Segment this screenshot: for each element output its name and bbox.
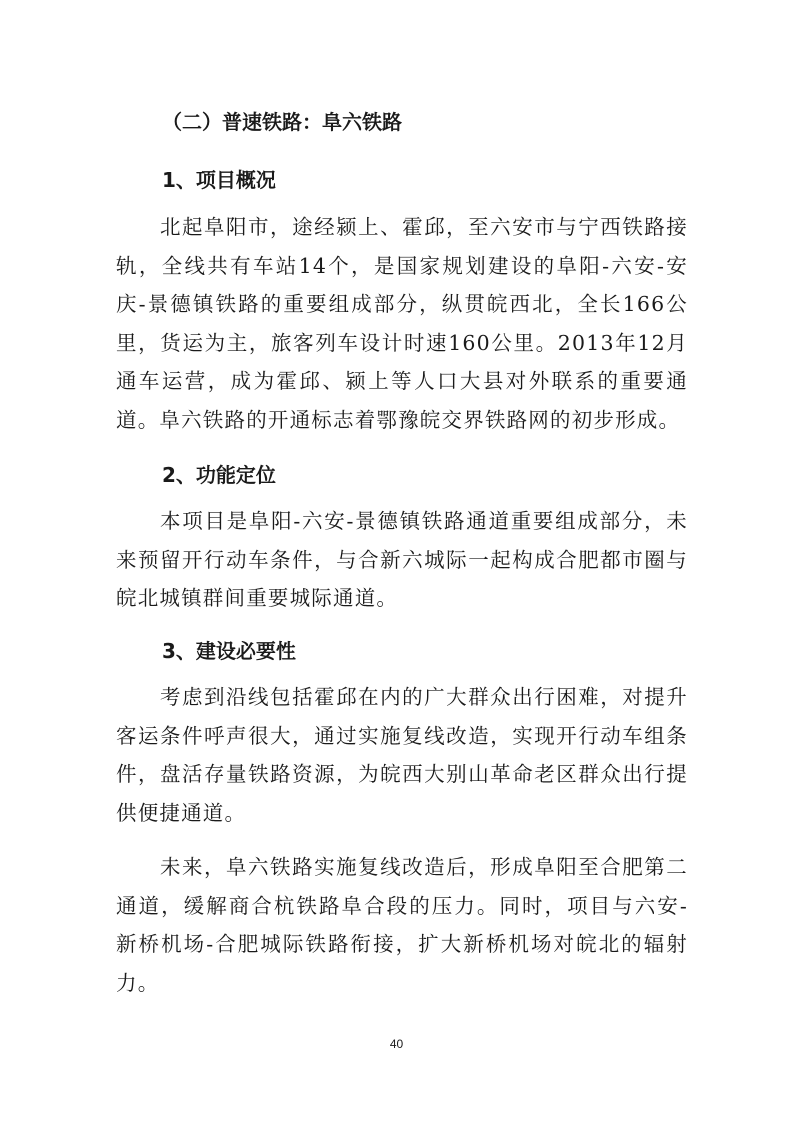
necessity-paragraph-2: 未来，阜六铁路实施复线改造后，形成阜阳至合肥第二通道，缓解商合杭铁路阜合段的压力。同时，项目与六安-新桥机场-合肥城际铁路衔接，扩大新桥机场对皖北的辐射力。 (116, 855, 688, 995)
section-title: （二）普速铁路：阜六铁路 (162, 110, 402, 134)
overview-heading: 1、项目概况 (162, 168, 276, 192)
page-number: 40 (389, 1037, 404, 1051)
necessity-heading: 3、建设必要性 (162, 639, 296, 663)
positioning-paragraph: 本项目是阜阳-六安-景德镇铁路通道重要组成部分，未来预留开行动车条件，与合新六城际一起构成合肥都市圈与皖北城镇群间重要城际通道。 (116, 509, 688, 610)
necessity-paragraph-1: 考虑到沿线包括霍邱在内的广大群众出行困难，对提升客运条件呼声很大，通过实施复线改造，实现开行动车组条件，盘活存量铁路资源，为皖西大别山革命老区群众出行提供便捷通道。 (116, 685, 688, 825)
overview-paragraph: 北起阜阳市，途经颍上、霍邱，至六安市与宁西铁路接轨，全线共有车站14个，是国家规划建设的阜阳-六安-安庆-景德镇铁路的重要组成部分，纵贯皖西北，全长166公里，货运为主，旅客列车设计时速160公里。2013年12月通车运营，成为霍邱、颍上等人口大县对外联系的重要通道。阜六铁路的开通标志着鄂豫皖交界铁路网的初步形成。 (116, 215, 688, 432)
positioning-heading: 2、功能定位 (162, 463, 276, 487)
